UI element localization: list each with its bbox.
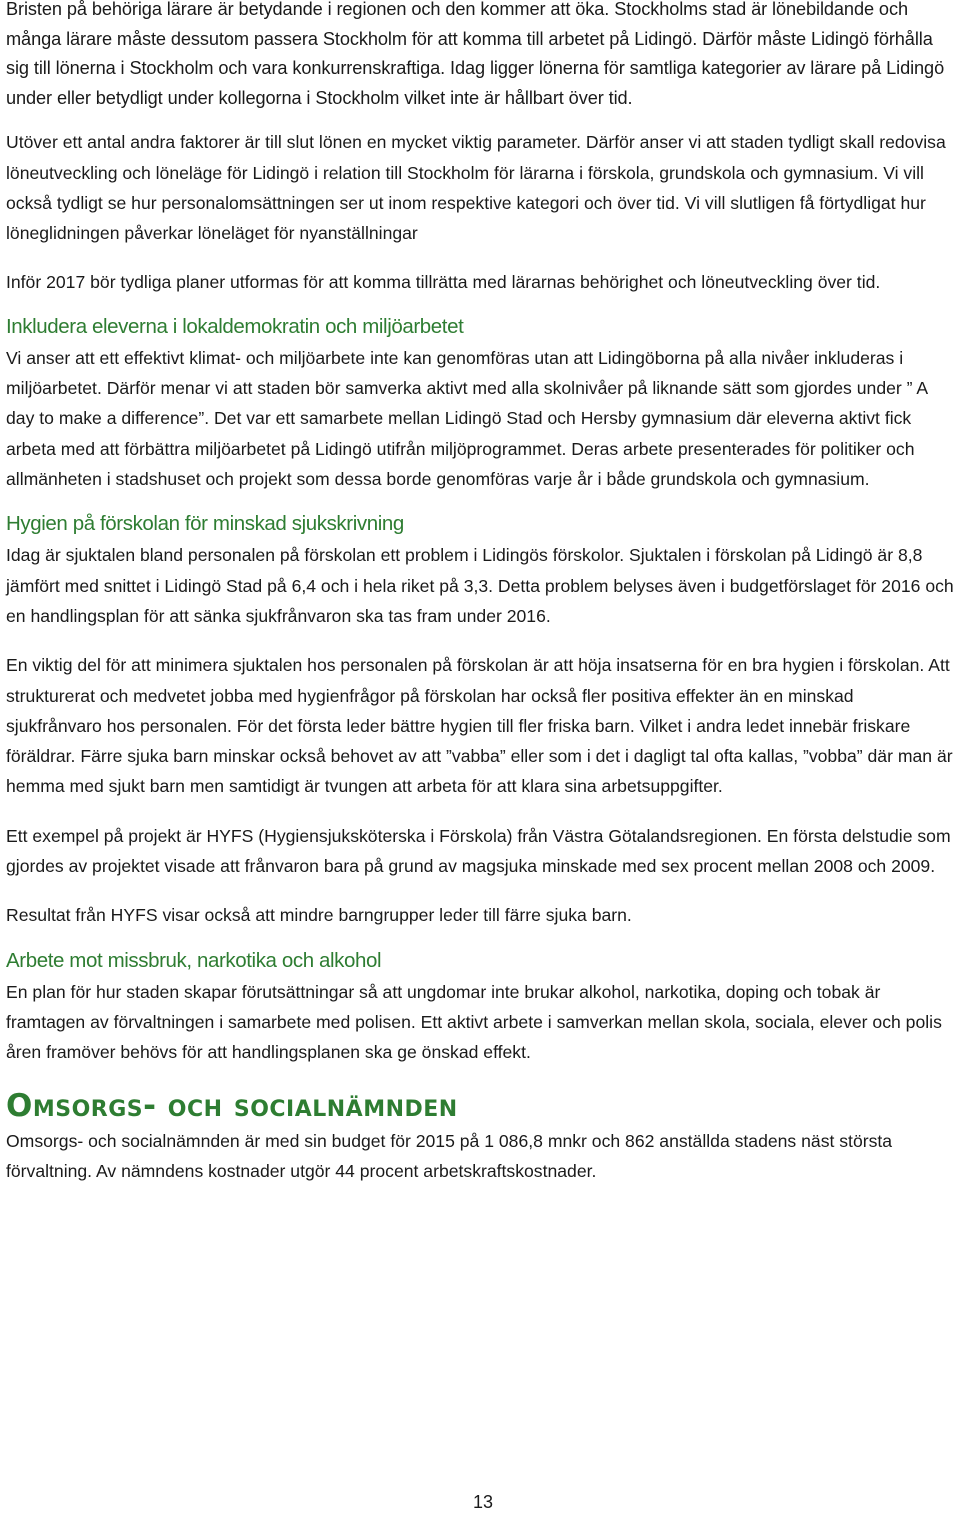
hygien-paragraph-4: Resultat från HYFS visar också att mindre barngrupper leder till färre sjuka barn. <box>6 905 632 926</box>
intro-paragraph-2: Utöver ett antal andra faktorer är till slut lönen en mycket viktig parameter. Därför anser vi att staden tydligt skall redovisa löneutveckling och löneläge för Lidingö i relation till Stockholm för lärarna i förskola, grundskola och gymnasium. Vi vill också tydligt se hur personalomsättningen ser ut inom respektive kategori och över tid. Vi vill slutligen få förtydligat hur löneglidningen påverkar löneläget för nyanställningar <box>6 132 946 244</box>
eleverna-paragraph-1: Vi anser att ett effektivt klimat- och miljöarbete inte kan genomföras utan att Lidingöborna på alla nivåer inkluderas i miljöarbetet. Därför menar vi att staden bör samverka aktivt med alla skolnivåer på liknande sätt som gjordes under ” A day to make a difference”. Det var ett samarbete mellan Lidingö Stad och Hersby gymnasium där eleverna aktivt fick arbeta med att förbättra miljöarbetet på Lidingö utifrån miljöprogrammet. Deras arbete presenterades för politiker och allmänheten i stadshuset och projekt som dessa borde genomföras varje år i både grundskola och gymnasium. <box>6 347 928 490</box>
missbruk-paragraph-1: En plan för hur staden skapar förutsättningar så att ungdomar inte brukar alkohol, narkotika, doping och tobak är framtagen av förvaltningen i samarbete med polisen. Ett aktivt arbete i samverkan mellan skola, sociala, elever och polis åren framöver behövs för att handlingsplanen ska ge önskad effekt. <box>6 981 942 1063</box>
intro-paragraph-1: Bristen på behöriga lärare är betydande i regionen och den kommer att öka. Stockholms stad är lönebildande och många lärare måste dessutom passera Stockholm för att komma till arbetet på Lidingö. Därför måste Lidingö förhålla sig till lönerna i Stockholm och vara konkurrenskraftiga. Idag ligger lönerna för samtliga kategorier av lärare på Lidingö under eller betydligt under kollegorna i Stockholm vilket inte är hållbart över tid. <box>6 0 945 108</box>
omsorg-paragraph-1: Omsorgs- och socialnämnden är med sin budget för 2015 på 1 086,8 mnkr och 862 anställda stadens näst största förvaltning. Av nämndens kostnader utgör 44 procent arbetskraftskostnader. <box>6 1130 893 1181</box>
heading-hygien: Hygien på förskolan för minskad sjukskrivning <box>6 512 404 536</box>
heading-omsorg: Omsorgs- och socialnämnden <box>6 1087 458 1124</box>
hygien-paragraph-1: Idag är sjuktalen bland personalen på förskolan ett problem i Lidingös förskolor. Sjuktalen i förskolan på Lidingö är 8,8 jämfört med snittet i Lidingö Stad på 6,4 och i hela riket på 3,3. Detta problem belyses även i budgetförslaget för 2016 och en handlingsplan för att sänka sjukfrånvaron ska tas fram under 2016. <box>6 545 954 626</box>
intro-paragraph-3: Inför 2017 bör tydliga planer utformas för att komma tillrätta med lärarnas behörighet och löneutveckling över tid. <box>6 271 881 292</box>
hygien-paragraph-3: Ett exempel på projekt är HYFS (Hygiensjuksköterska i Förskola) från Västra Götalandsregionen. En första delstudie som gjordes av projektet visade att frånvaron bara på grund av magsjuka minskade med sex procent mellan 2008 och 2009. <box>6 825 951 877</box>
heading-eleverna: Inkludera eleverna i lokaldemokratin och miljöarbetet <box>6 314 464 338</box>
heading-missbruk: Arbete mot missbruk, narkotika och alkohol <box>6 948 382 972</box>
page-number: 13 <box>472 1492 494 1512</box>
document-page <box>6 0 954 1186</box>
hygien-paragraph-2: En viktig del för att minimera sjuktalen hos personalen på förskolan är att höja insatserna för en bra hygien i förskolan. Att strukturerat och medvetet jobba med hygienfrågor på förskolan har också fler positiva effekter än en minskad sjukfrånvaro hos personalen. För det första leder bättre hygien till fler friska barn. Vilket i andra ledet innebär friskare föräldrar. Färre sjuka barn minskar också behovet av att ”vabba” eller som i det i dagligt tal ofta kallas, ”vobba” där man är hemma med sjukt barn men samtidigt är tvungen att arbeta för att klara sina arbetsuppgifter. <box>6 655 953 797</box>
